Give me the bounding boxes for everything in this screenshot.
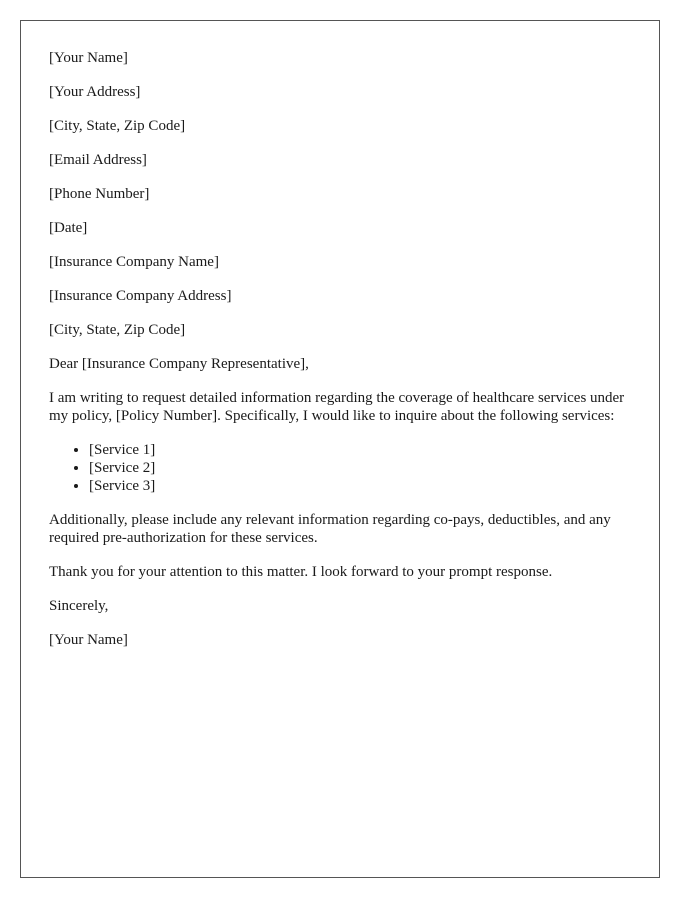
letter-page	[20, 20, 660, 878]
intro-paragraph: I am writing to request detailed information regarding the coverage of healthcare services under my policy, [Policy Number]. Specifically, I would like to inquire about the following services:	[49, 390, 625, 424]
salutation: Dear [Insurance Company Representative],	[49, 356, 309, 372]
service-item: • [Service 1]	[89, 441, 639, 459]
service-item: • [Service 2]	[89, 459, 639, 477]
additional-paragraph: Additionally, please include any relevant information regarding co-pays, deductibles, and any required pre-authorization for these services.	[49, 512, 611, 546]
service-item: • [Service 3]	[89, 477, 639, 495]
sender-name: [Your Name]	[49, 50, 128, 66]
signature: [Your Name]	[49, 632, 128, 648]
sender-email: [Email Address]	[49, 152, 147, 168]
sender-city-state-zip: [City, State, Zip Code]	[49, 118, 186, 134]
closing: Sincerely,	[49, 598, 109, 614]
thanks-paragraph: Thank you for your attention to this matter. I look forward to your prompt response.	[49, 564, 553, 580]
services-list	[49, 441, 639, 495]
sender-address: [Your Address]	[49, 84, 141, 100]
letter-content	[49, 49, 639, 665]
recipient-company-name: [Insurance Company Name]	[49, 254, 219, 270]
sender-phone: [Phone Number]	[49, 186, 150, 202]
recipient-city-state-zip: [City, State, Zip Code]	[49, 322, 186, 338]
letter-date: [Date]	[49, 220, 88, 236]
recipient-company-address: [Insurance Company Address]	[49, 288, 232, 304]
